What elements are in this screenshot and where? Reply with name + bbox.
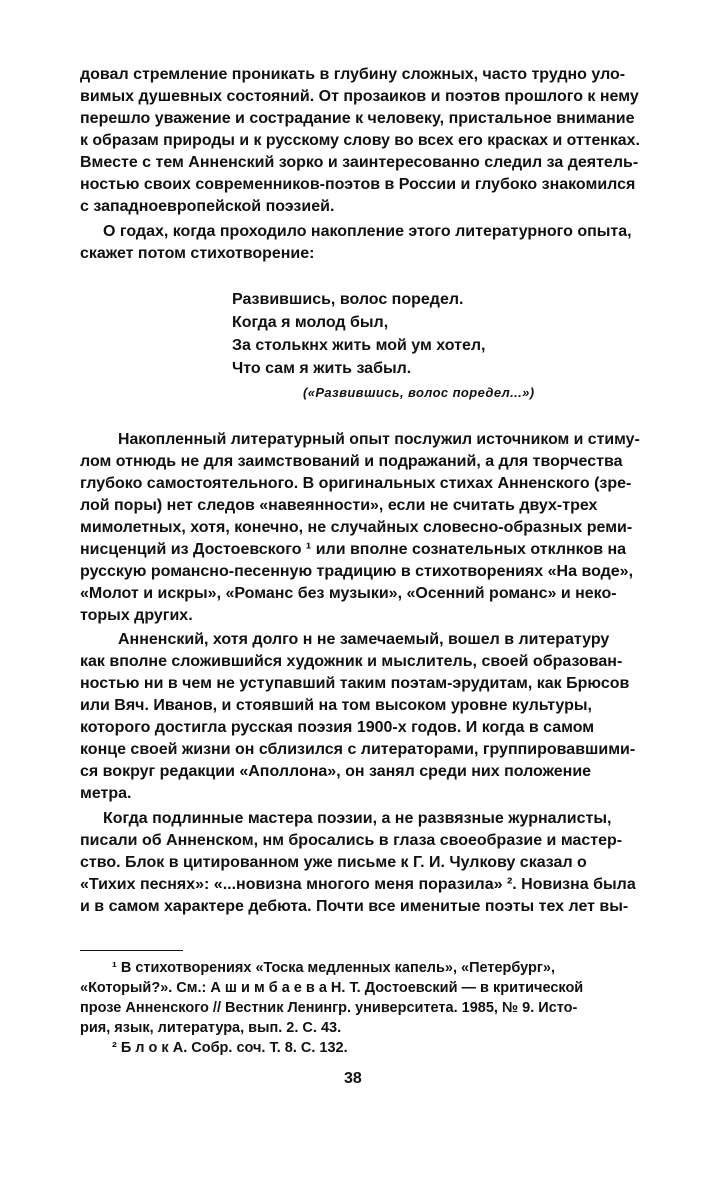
- text-line: перешло уважение и сострадание к человеку, пристальное внимание: [80, 110, 635, 127]
- page-number: 38: [344, 1070, 362, 1087]
- text-line: Анненский, хотя долго н не замечаемый, вошел в литературу: [118, 631, 610, 648]
- text-line: лом отнюдь не для заимствований и подражаний, а для творчества: [80, 453, 623, 470]
- poem-line: За столькнх жить мой ум хотел,: [232, 337, 486, 354]
- text-line: метра.: [80, 785, 132, 802]
- text-line: ся вокруг редакции «Аполлона», он занял среди них положение: [80, 763, 592, 780]
- text-line: с западноевропейской поэзией.: [80, 198, 335, 215]
- text-line: или Вяч. Иванов, и стоявший на том высоком уровне культуры,: [80, 697, 592, 714]
- footnote-line: ² Б л о к А. Собр. соч. Т. 8. С. 132.: [112, 1040, 348, 1056]
- text-line: Накопленный литературный опыт послужил источником и стиму-: [118, 431, 640, 448]
- text-line: которого достигла русская поэзия 1900-х годов. И когда в самом: [80, 719, 595, 736]
- text-line: ство. Блок в цитированном уже письме к Г. И. Чулкову сказал о: [80, 854, 587, 871]
- footnote-line: «Который?». См.: А ш и м б а е в а Н. Т. Достоевский — в критической: [80, 980, 584, 996]
- text-line: довал стремление проникать в глубину сложных, часто трудно уло-: [80, 66, 626, 83]
- text-line: русскую романсно-песенную традицию в стихотворениях «На воде»,: [80, 563, 634, 580]
- poem-line: Что сам я жить забыл.: [232, 360, 412, 377]
- text-line: глубоко самостоятельного. В оригинальных стихах Анненского (зре-: [80, 475, 632, 492]
- text-line: скажет потом стихотворение:: [80, 245, 315, 262]
- footnote-line: рия, язык, литература, вып. 2. С. 43.: [80, 1020, 342, 1036]
- text-line: как вполне сложившийся художник и мыслитель, своей образован-: [80, 653, 623, 670]
- text-line: Когда подлинные мастера поэзии, а не развязные журналисты,: [103, 810, 612, 827]
- text-line: лой поры) нет следов «навеянности», если не считать двух-трех: [80, 497, 598, 514]
- text-line: писали об Анненском, нм бросались в глаза своеобразие и мастер-: [80, 832, 623, 849]
- text-line: конце своей жизни он сблизился с литераторами, группировавшими-: [80, 741, 636, 758]
- poem-caption: («Развившись, волос поредел...»): [303, 385, 535, 400]
- text-line: Вместе с тем Анненский зорко и заинтересованно следил за деятель-: [80, 154, 639, 171]
- footnote-line: ¹ В стихотворениях «Тоска медленных капель», «Петербург»,: [112, 960, 556, 976]
- text-line: нисценций из Достоевского ¹ или вполне сознательных отклнков на: [80, 541, 627, 558]
- text-line: торых других.: [80, 607, 193, 624]
- text-line: «Молот и искры», «Романс без музыки», «Осенний романс» и неко-: [80, 585, 617, 602]
- text-line: вимых душевных состояний. От прозаиков и поэтов прошлого к нему: [80, 88, 639, 105]
- text-line: О годах, когда проходило накопление этого литературного опыта,: [103, 223, 632, 240]
- footnote-line: прозе Анненского // Вестник Ленингр. университета. 1985, № 9. Исто-: [80, 1000, 578, 1016]
- poem-line: Когда я молод был,: [232, 314, 389, 331]
- text-line: к образам природы и к русскому слову во всех его красках и оттенках.: [80, 132, 640, 149]
- text-line: ностью своих современников-поэтов в России и глубоко знакомился: [80, 176, 636, 193]
- footnote-divider: [80, 950, 183, 951]
- text-line: «Тихих песнях»: «...новизна многого меня поразила» ². Новизна была: [80, 876, 636, 893]
- text-line: ностью ни в чем не уступавший таким поэтам-эрудитам, как Брюсов: [80, 675, 630, 692]
- text-line: и в самом характере дебюта. Почти все именитые поэты тех лет вы-: [80, 898, 629, 915]
- text-line: мимолетных, хотя, конечно, не случайных словесно-образных реми-: [80, 519, 633, 536]
- poem-line: Развившись, волос поредел.: [232, 291, 464, 308]
